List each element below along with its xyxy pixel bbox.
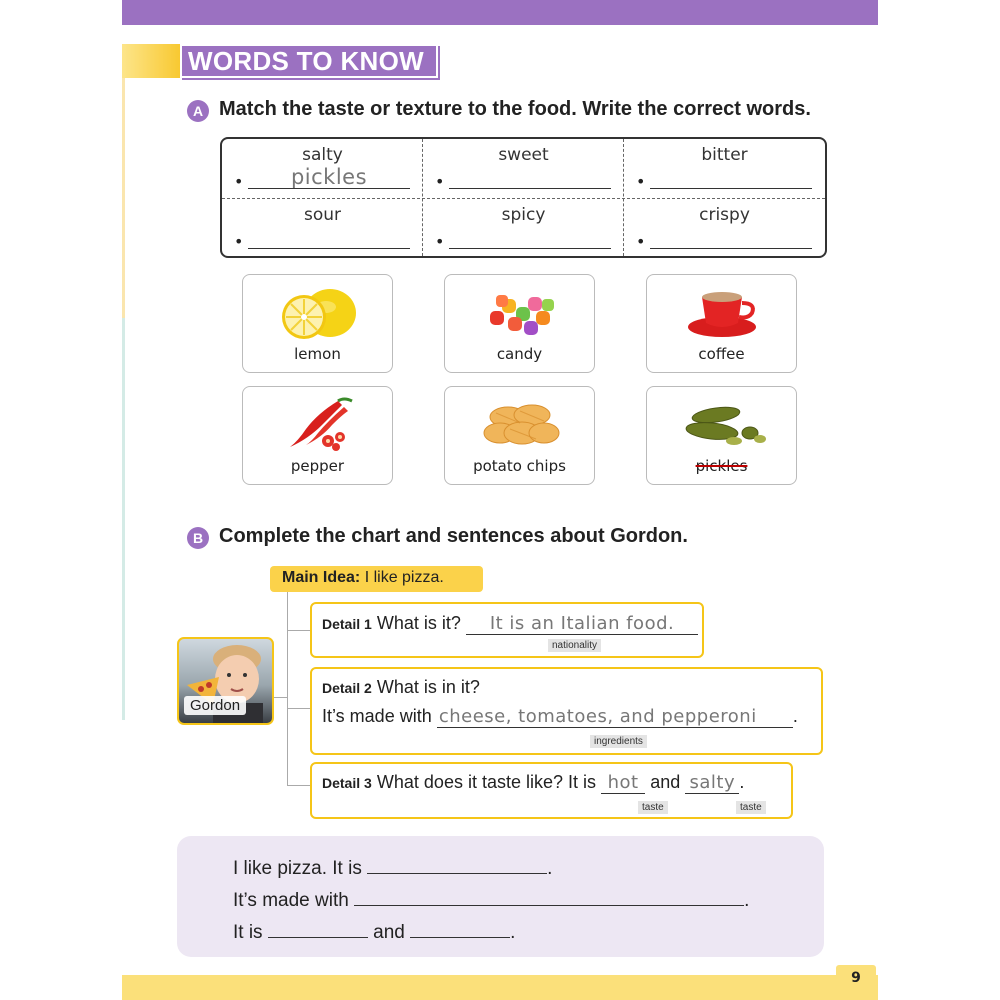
gordon-name: Gordon xyxy=(184,696,246,715)
pepper-icon xyxy=(268,393,368,455)
food-label: pickles xyxy=(695,457,748,475)
detail-2-answer[interactable]: cheese, tomatoes, and pepperoni xyxy=(437,706,793,728)
section-b-instruction: Complete the chart and sentences about Gordon. xyxy=(219,525,688,547)
sentences-box xyxy=(177,836,824,957)
taste-cell-bitter xyxy=(624,139,825,198)
detail-label: Detail 2 xyxy=(322,680,372,696)
detail-3-answer-1[interactable]: hot xyxy=(601,772,645,794)
detail-2-question-row xyxy=(322,677,480,698)
detail-question: What is in it? xyxy=(376,677,480,697)
sentence-suffix: . xyxy=(547,858,553,879)
main-idea xyxy=(270,566,483,592)
sentence-3-blank-1[interactable] xyxy=(268,920,368,938)
chart-connector xyxy=(287,708,311,709)
section-a-badge: A xyxy=(187,100,209,122)
sentence-1-blank[interactable] xyxy=(367,856,547,874)
answer-line[interactable] xyxy=(449,248,611,249)
chips-icon xyxy=(470,393,570,455)
sentence-3-blank-2[interactable] xyxy=(410,920,510,938)
lemon-icon xyxy=(268,281,368,343)
taste-label: salty xyxy=(302,145,343,165)
bullet: • xyxy=(234,232,244,251)
sentence-suffix: . xyxy=(744,890,750,911)
detail-tag: taste xyxy=(638,801,668,814)
answer-line[interactable] xyxy=(449,188,611,189)
food-label: potato chips xyxy=(473,457,566,475)
food-card-candy xyxy=(444,274,595,373)
main-idea-label: Main Idea: xyxy=(282,569,361,586)
page-number: 9 xyxy=(836,965,876,990)
food-card-pepper xyxy=(242,386,393,485)
taste-answer[interactable]: pickles xyxy=(290,165,368,189)
taste-label: sweet xyxy=(498,145,549,165)
detail-prefix: It’s made with xyxy=(322,706,432,726)
sentence-2-blank[interactable] xyxy=(354,888,744,906)
taste-table xyxy=(220,137,827,258)
detail-question: What does it taste like? It is xyxy=(376,772,596,792)
main-idea-text: I like pizza. xyxy=(364,569,444,586)
detail-tag: taste xyxy=(736,801,766,814)
detail-question: What is it? xyxy=(376,613,461,633)
taste-cell-spicy xyxy=(423,199,624,258)
sentence-connector: and xyxy=(373,922,405,943)
food-card-potato-chips xyxy=(444,386,595,485)
taste-label: bitter xyxy=(701,145,748,165)
detail-label: Detail 3 xyxy=(322,775,372,791)
taste-cell-sweet xyxy=(423,139,624,198)
bullet: • xyxy=(636,172,646,191)
sentence-prefix: It is xyxy=(233,922,263,943)
answer-line[interactable] xyxy=(650,248,812,249)
sentence-prefix: It’s made with xyxy=(233,890,349,911)
section-a-instruction: Match the taste or texture to the food. Write the correct words. xyxy=(219,98,811,120)
detail-tag: nationality xyxy=(548,639,601,652)
bullet: • xyxy=(435,172,445,191)
detail-label: Detail 1 xyxy=(322,616,372,632)
food-label-wrap xyxy=(647,457,796,475)
answer-line[interactable] xyxy=(248,188,410,189)
detail-suffix: . xyxy=(792,706,798,726)
taste-label: sour xyxy=(303,205,342,225)
detail-suffix: . xyxy=(739,772,745,792)
candy-icon xyxy=(470,281,570,343)
answer-line[interactable] xyxy=(650,188,812,189)
sentence-3 xyxy=(233,920,515,944)
detail-1-answer[interactable]: It is an Italian food. xyxy=(466,613,698,635)
detail-2-box xyxy=(310,667,823,755)
bullet: • xyxy=(435,232,445,251)
taste-label: crispy xyxy=(699,205,750,225)
detail-connector: and xyxy=(650,772,681,792)
food-label: candy xyxy=(496,345,543,363)
detail-1-box xyxy=(310,602,704,658)
food-label: coffee xyxy=(698,345,745,363)
sentence-1 xyxy=(233,856,552,880)
detail-3-answer-2[interactable]: salty xyxy=(685,772,739,794)
pickles-icon xyxy=(672,393,772,455)
detail-3-row xyxy=(322,772,744,794)
top-bar xyxy=(122,0,878,25)
bullet: • xyxy=(234,172,244,191)
answer-line[interactable] xyxy=(248,248,410,249)
banner-title: WORDS TO KNOW xyxy=(188,46,424,76)
margin-line xyxy=(122,50,125,720)
detail-2-answer-row xyxy=(322,706,798,728)
sentence-prefix: I like pizza. It is xyxy=(233,858,362,879)
section-b-badge: B xyxy=(187,527,209,549)
taste-cell-salty xyxy=(222,139,423,198)
taste-cell-crispy xyxy=(624,199,825,258)
chart-connector xyxy=(287,630,311,631)
food-label: lemon xyxy=(294,345,341,363)
bottom-bar xyxy=(122,975,878,1000)
sentence-2 xyxy=(233,888,749,912)
taste-cell-sour xyxy=(222,199,423,258)
detail-tag: ingredients xyxy=(590,735,647,748)
chart-connector xyxy=(274,697,288,698)
food-card-lemon xyxy=(242,274,393,373)
chart-connector xyxy=(287,592,288,785)
bullet: • xyxy=(636,232,646,251)
detail-1-row xyxy=(322,613,698,635)
chart-connector xyxy=(287,785,311,786)
coffee-icon xyxy=(672,281,772,343)
taste-label: spicy xyxy=(501,205,546,225)
sentence-suffix: . xyxy=(510,922,516,943)
food-card-pickles xyxy=(646,386,797,485)
detail-3-box xyxy=(310,762,793,819)
food-card-coffee xyxy=(646,274,797,373)
food-label: pepper xyxy=(290,457,345,475)
